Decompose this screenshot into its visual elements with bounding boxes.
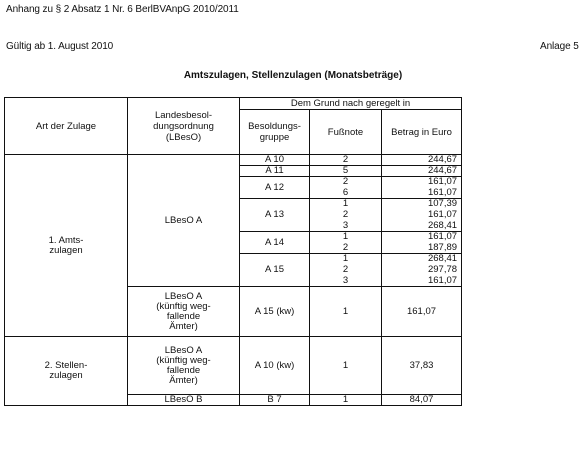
lbeso-a-kw-text: (künftig weg- (156, 354, 211, 366)
besoldungsgruppe (240, 166, 310, 177)
column-header-fussnote-text: Fußnote (327, 126, 364, 138)
allowance-table (4, 97, 462, 406)
fussnote (310, 276, 382, 287)
besoldungsgruppe (240, 395, 310, 406)
betrag (382, 265, 462, 276)
fussnote-text: 2 (342, 209, 349, 220)
betrag (382, 287, 462, 337)
lbeso-a-kw-text: LBesO A (164, 290, 203, 302)
annex-label: Anlage 5 (540, 41, 579, 52)
fussnote-text: 2 (342, 264, 349, 275)
fussnote-text: 3 (342, 275, 349, 286)
betrag-text: 161,07 (427, 187, 458, 198)
besoldungsgruppe-text: A 11 (265, 165, 284, 176)
betrag (382, 155, 462, 166)
lbeso-a-text: LBesO A (164, 214, 203, 226)
betrag-text: 161,07 (427, 275, 458, 286)
besoldungsgruppe-text: A 10 (264, 154, 285, 165)
fussnote-text: 1 (342, 305, 349, 317)
fussnote (310, 265, 382, 276)
fussnote (310, 188, 382, 199)
fussnote (310, 337, 382, 395)
besoldungsgruppe (240, 337, 310, 395)
besoldungsgruppe-text: A 13 (264, 209, 285, 220)
betrag (382, 232, 462, 243)
betrag (382, 276, 462, 287)
lbeso-a-kw-text: (künftig weg- (156, 300, 211, 312)
fussnote-text: 6 (342, 187, 349, 198)
fussnote-text: 3 (342, 220, 349, 231)
betrag-text: 161,07 (406, 305, 437, 317)
lbeso-a-kw-text: Ämter) (169, 320, 198, 332)
besoldungsgruppe (240, 287, 310, 337)
fussnote (310, 287, 382, 337)
fussnote (310, 243, 382, 254)
fussnote (310, 254, 382, 265)
table-row (5, 337, 462, 395)
lbeso-a (128, 155, 240, 287)
column-header-lbeso-text: Landesbesol- (154, 109, 213, 121)
column-header-lbeso (128, 98, 240, 155)
betrag-text: 107,39 (427, 198, 458, 210)
besoldungsgruppe-text: A 15 (264, 264, 285, 275)
besoldungsgruppe-text: B 7 (267, 394, 282, 405)
besoldungsgruppe-text: A 10 (kw) (254, 359, 295, 371)
betrag-text: 37,83 (409, 359, 434, 371)
betrag (382, 395, 462, 406)
fussnote-text: 2 (342, 154, 349, 165)
table-row (5, 98, 462, 110)
besoldungsgruppe (240, 232, 310, 254)
lbeso-a-kw (128, 337, 240, 395)
fussnote (310, 221, 382, 232)
art-stellenzulagen-text: 2. Stellen- (44, 360, 88, 371)
betrag-text: 244,67 (427, 165, 458, 176)
betrag-text: 187,89 (427, 242, 458, 253)
fussnote (310, 166, 382, 177)
column-header-lbeso-text: dungsordnung (153, 120, 214, 132)
lbeso-a-kw-text: Ämter) (169, 374, 198, 386)
column-header-besoldungsgruppe-text: Besoldungs- (248, 121, 301, 132)
fussnote (310, 199, 382, 210)
betrag (382, 243, 462, 254)
group-header-text: Dem Grund nach geregelt in (290, 97, 411, 109)
page-title: Amtszulagen, Stellenzulagen (Monatsbeträge) (183, 70, 403, 81)
betrag (382, 337, 462, 395)
table-row (5, 155, 462, 166)
fussnote-text: 1 (342, 253, 349, 265)
betrag (382, 210, 462, 221)
art-amtszulagen-text: 1. Amts- (48, 234, 84, 246)
column-header-lbeso-text: (LBesO) (165, 131, 202, 143)
besoldungsgruppe (240, 199, 310, 232)
fussnote (310, 395, 382, 406)
art-amtszulagen (5, 155, 128, 337)
lbeso-b (128, 395, 240, 406)
fussnote-text: 1 (342, 359, 349, 371)
lbeso-a-kw-text: LBesO A (164, 344, 203, 356)
lbeso-a-kw-text: fallende (166, 364, 201, 376)
betrag-text: 161,07 (427, 209, 458, 220)
betrag (382, 166, 462, 177)
fussnote (310, 177, 382, 188)
besoldungsgruppe-text: A 15 (kw) (254, 305, 295, 317)
betrag (382, 177, 462, 188)
law-reference: Anhang zu § 2 Absatz 1 Nr. 6 BerlBVAnpG 2010/2011 (6, 4, 239, 15)
column-header-art (5, 98, 128, 155)
group-header (240, 98, 462, 110)
lbeso-b-text: LBesO B (164, 394, 203, 405)
betrag (382, 188, 462, 199)
besoldungsgruppe (240, 254, 310, 287)
betrag-text: 244,67 (427, 154, 458, 165)
column-header-betrag-text: Betrag in Euro (391, 126, 452, 138)
fussnote (310, 210, 382, 221)
art-amtszulagen-text: zulagen (49, 244, 83, 256)
betrag-text: 161,07 (427, 176, 458, 188)
lbeso-a-kw (128, 287, 240, 337)
column-header-art-text: Art der Zulage (35, 120, 97, 132)
lbeso-a-kw-text: fallende (166, 310, 201, 322)
fussnote-text: 2 (342, 176, 349, 188)
betrag-text: 84,07 (409, 394, 434, 405)
fussnote-text: 1 (342, 198, 349, 210)
betrag (382, 199, 462, 210)
betrag-text: 268,41 (427, 220, 458, 231)
betrag-text: 268,41 (427, 253, 458, 265)
betrag (382, 221, 462, 232)
fussnote-text: 1 (342, 394, 349, 405)
fussnote (310, 232, 382, 243)
besoldungsgruppe (240, 155, 310, 166)
art-stellenzulagen-text: zulagen (49, 370, 83, 381)
column-header-besoldungsgruppe (240, 110, 310, 155)
fussnote-text: 2 (342, 242, 349, 253)
betrag (382, 254, 462, 265)
besoldungsgruppe-text: A 14 (264, 236, 285, 248)
besoldungsgruppe-text: A 12 (264, 181, 285, 193)
besoldungsgruppe (240, 177, 310, 199)
column-header-besoldungsgruppe-text: gruppe (259, 132, 290, 143)
fussnote-text: 1 (342, 231, 349, 243)
betrag-text: 161,07 (427, 231, 458, 243)
column-header-betrag (382, 110, 462, 155)
fussnote-text: 5 (342, 165, 349, 176)
fussnote (310, 155, 382, 166)
art-stellenzulagen (5, 337, 128, 406)
valid-from: Gültig ab 1. August 2010 (6, 41, 114, 52)
betrag-text: 297,78 (427, 264, 458, 275)
column-header-fussnote (310, 110, 382, 155)
